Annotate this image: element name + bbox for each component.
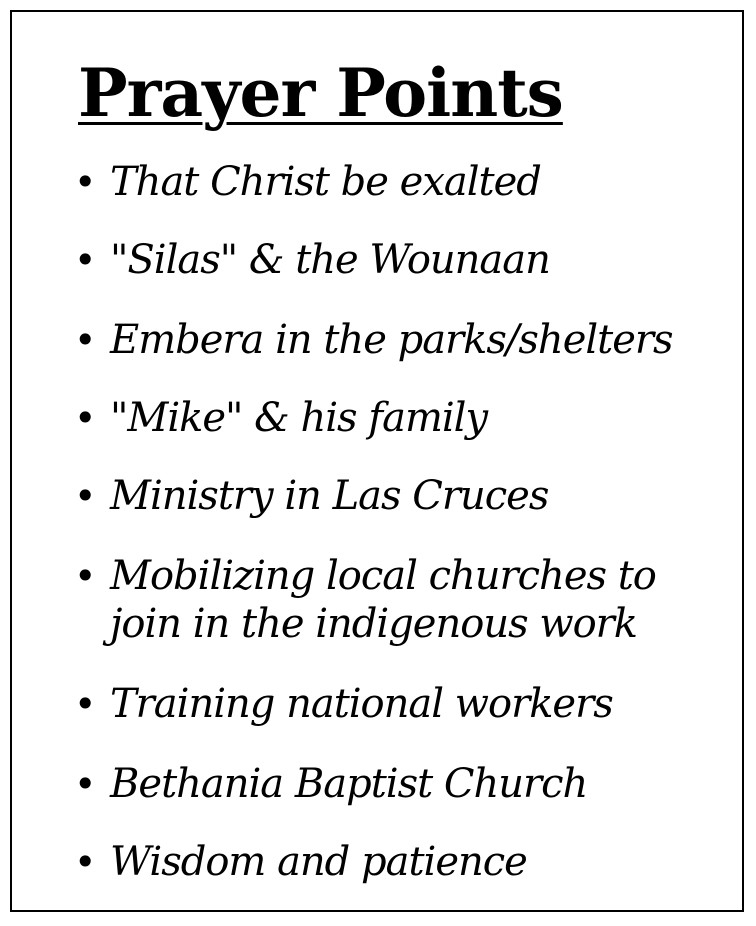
list-item <box>74 316 734 364</box>
list-item <box>74 158 734 206</box>
list-item-text: That Christ be exalted <box>110 159 541 205</box>
page-title: Prayer Points <box>78 54 563 132</box>
prayer-points-card <box>10 10 744 912</box>
list-item-text: Embera in the parks/shelters <box>110 317 673 363</box>
list-item-text: Wisdom and patience <box>110 839 527 885</box>
list-item-text: Bethania Baptist Church <box>110 761 588 807</box>
bullet-icon: • <box>74 762 97 806</box>
bullet-icon: • <box>74 238 97 282</box>
list-item-text: "Mike" & his family <box>110 395 488 441</box>
list-item-text: Ministry in Las Cruces <box>110 473 549 519</box>
bullet-icon: • <box>74 396 97 440</box>
bullet-icon: • <box>74 160 97 204</box>
bullet-icon: • <box>74 474 97 518</box>
list-item <box>74 760 734 808</box>
bullet-icon: • <box>74 840 97 884</box>
list-item <box>74 236 734 284</box>
list-item <box>74 472 734 520</box>
bullet-icon: • <box>74 554 97 598</box>
list-item-text: "Silas" & the Wounaan <box>110 237 550 283</box>
list-item <box>74 680 734 728</box>
bullet-icon: • <box>74 318 97 362</box>
bullet-icon: • <box>74 682 97 726</box>
list-item-text: Training national workers <box>110 681 613 727</box>
list-item <box>74 394 734 442</box>
list-item <box>74 838 734 886</box>
list-item <box>74 552 734 648</box>
list-item-text: Mobilizing local churches to join in the indigenous work <box>110 553 656 647</box>
